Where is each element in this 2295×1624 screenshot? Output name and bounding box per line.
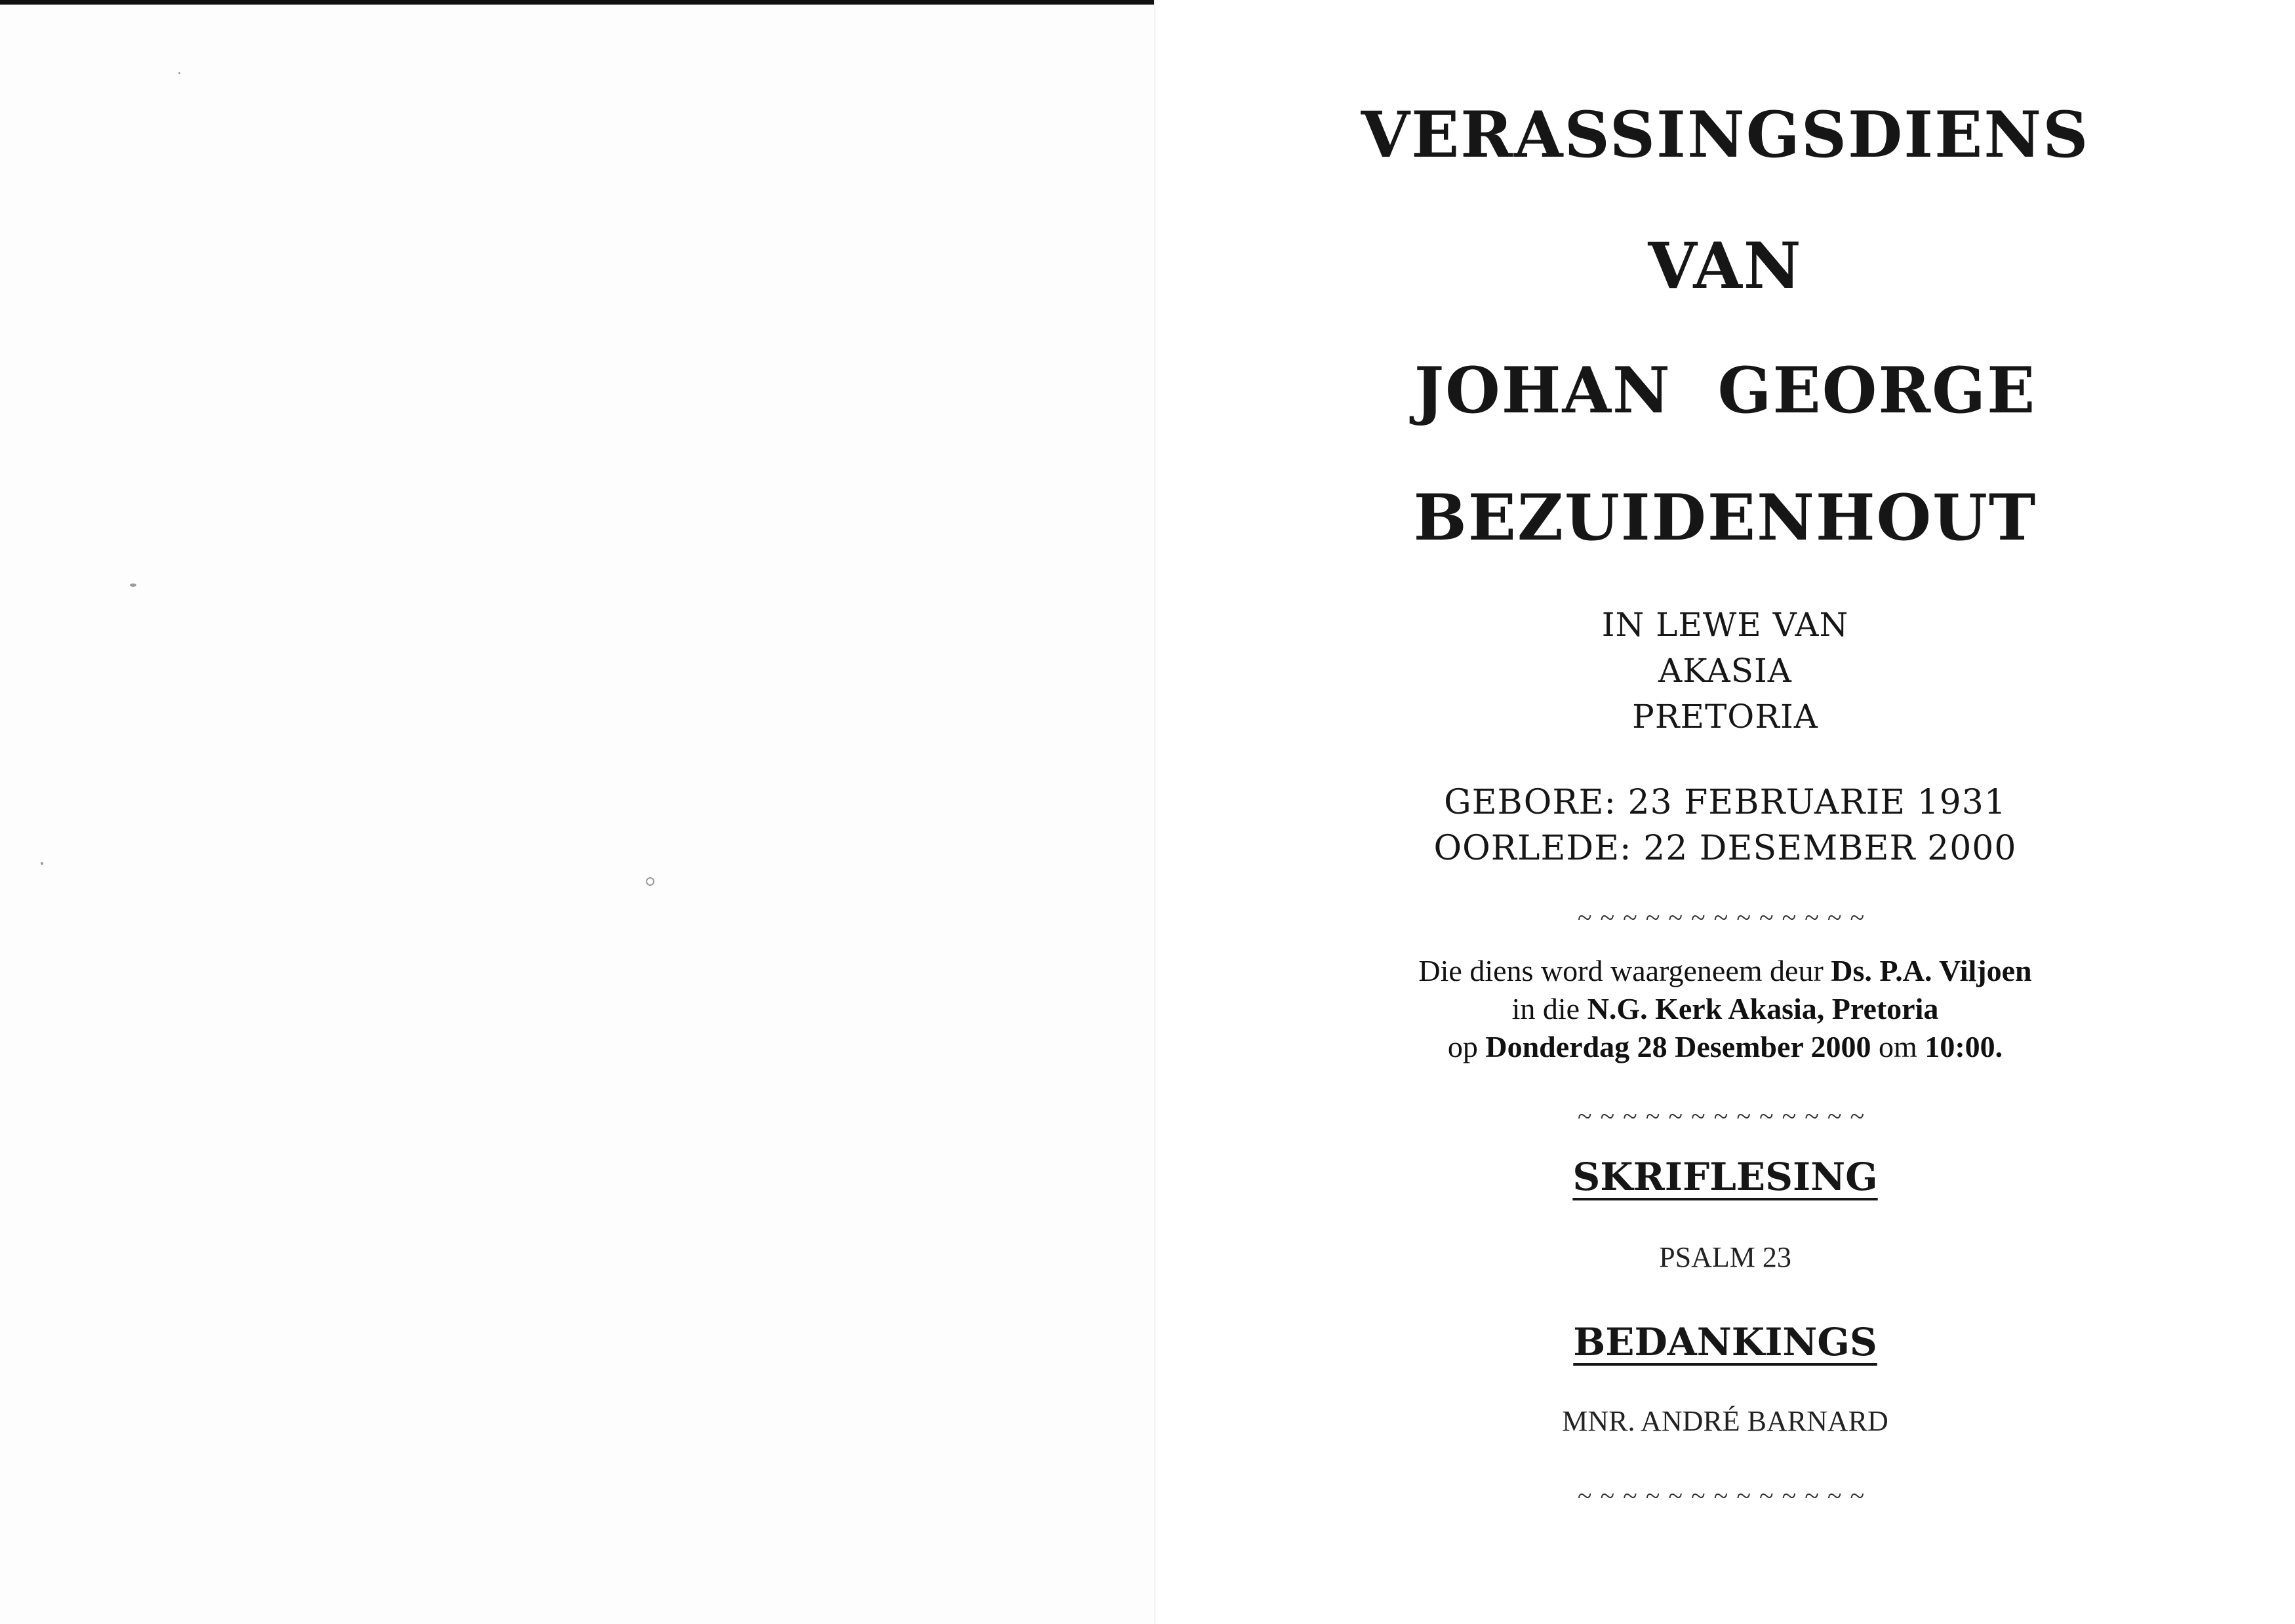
title-of: VAN	[1648, 229, 1803, 303]
service-church-line: in die N.G. Kerk Akasia, Pretoria	[1511, 992, 1939, 1025]
service-details	[1155, 952, 2295, 1066]
residence-label: IN LEWE VAN	[1601, 606, 1849, 644]
scan-speck	[646, 877, 654, 886]
service-time: 10:00.	[1925, 1030, 2003, 1063]
page-top-edge	[0, 0, 1154, 5]
died-label: OORLEDE:	[1433, 829, 1632, 868]
minister-name: Ds. P.A. Viljoen	[1831, 954, 2032, 987]
scripture-reading: PSALM 23	[1659, 1241, 1791, 1273]
tilde-divider: ~~~~~~~~~~~~~	[1577, 903, 1873, 932]
thanks-heading: BEDANKINGS	[1573, 1320, 1877, 1364]
scan-speck	[41, 862, 43, 865]
scan-speck	[130, 584, 136, 587]
deceased-surname: BEZUIDENHOUT	[1413, 481, 2037, 555]
born-value: 23 FEBRUARIE 1931	[1627, 783, 2006, 822]
born-label: GEBORE:	[1444, 783, 1616, 822]
service-date: Donderdag 28 Desember 2000	[1485, 1030, 1871, 1063]
service-time-line: op Donderdag 28 Desember 2000 om 10:00.	[1447, 1030, 2003, 1063]
tilde-divider: ~~~~~~~~~~~~~	[1577, 1101, 1873, 1131]
scan-speck	[178, 72, 180, 74]
deceased-first-names: JOHAN GEORGE	[1414, 353, 2037, 427]
title-service: VERASSINGSDIENS	[1361, 98, 2090, 172]
church-name: N.G. Kerk Akasia, Pretoria	[1587, 992, 1939, 1025]
residence-town: AKASIA	[1658, 652, 1792, 690]
service-minister-line: Die diens word waargeneem deur Ds. P.A. Viljoen	[1418, 954, 2032, 987]
tilde-divider: ~~~~~~~~~~~~~	[1577, 1481, 1873, 1511]
death-date-line	[1155, 829, 2295, 868]
programme-page	[1155, 0, 2295, 1624]
died-value: 22 DESEMBER 2000	[1643, 829, 2017, 868]
scripture-heading: SKRIFLESING	[1572, 1155, 1878, 1199]
residence-city: PRETORIA	[1632, 698, 1818, 736]
thanks-speaker: MNR. ANDRÉ BARNARD	[1562, 1405, 1888, 1437]
birth-date-line	[1155, 785, 2295, 820]
